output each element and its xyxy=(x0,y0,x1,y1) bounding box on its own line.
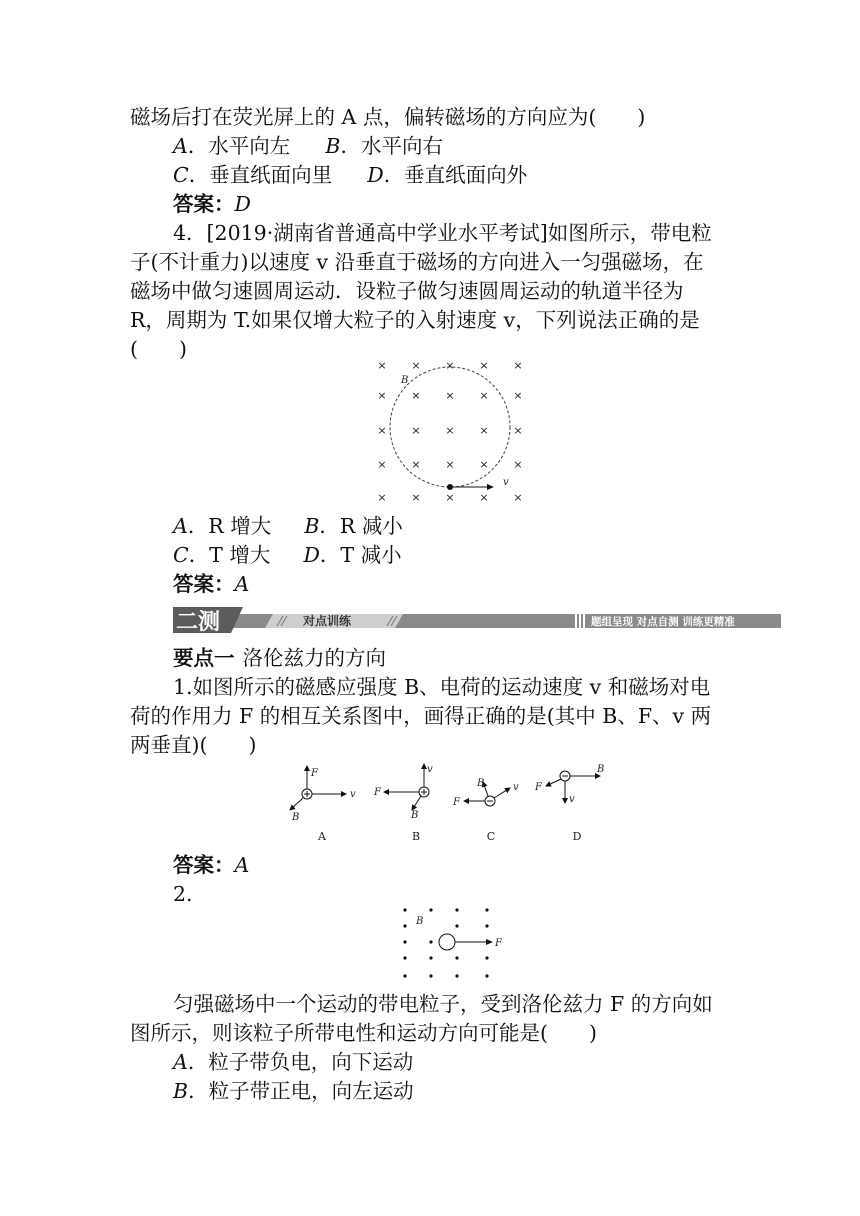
option-text: ．R 减小 xyxy=(319,514,403,538)
option-letter: C xyxy=(173,543,189,567)
svg-text:×: × xyxy=(445,389,455,402)
svg-text:×: × xyxy=(377,491,387,504)
svg-text:×: × xyxy=(513,458,523,471)
svg-text:×: × xyxy=(479,458,489,471)
svg-text:×: × xyxy=(479,389,489,402)
question-text-line: ( ) xyxy=(130,337,187,361)
option-text: ．T 减小 xyxy=(319,543,402,567)
velocity-label-v: v xyxy=(503,477,509,488)
svg-text:×: × xyxy=(445,359,455,372)
answer-value: D xyxy=(234,192,251,216)
svg-text:×: × xyxy=(513,491,523,504)
section-heading-text: 洛伦兹力的方向 xyxy=(242,646,386,670)
question-text-line: 图所示，则该粒子所带电性和运动方向可能是( ) xyxy=(130,1021,597,1045)
circular-motion-figure xyxy=(370,355,530,505)
figure-caption: D xyxy=(572,830,582,843)
label-f: F xyxy=(374,787,381,798)
force-label-f: F xyxy=(495,938,502,949)
svg-text:×: × xyxy=(377,458,387,471)
question-text-line: 4．[2019·湖南省普通高中学业水平考试]如图所示，带电粒 xyxy=(173,221,712,245)
lorentz-force-figure xyxy=(395,902,515,984)
svg-text:×: × xyxy=(377,424,387,437)
label-b: B xyxy=(477,778,485,789)
answer-value: A xyxy=(234,572,250,596)
label-f: F xyxy=(311,768,318,779)
question-text-line: R，周期为 T.如果仅增大粒子的入射速度 v，下列说法正确的是 xyxy=(130,308,700,332)
option-letter: A xyxy=(173,514,188,538)
banner-subtitle: 对点训练 xyxy=(303,614,352,628)
question-number: 2. xyxy=(173,882,193,906)
answer-line xyxy=(173,851,249,879)
question-text-line: 磁场后打在荧光屏上的 A 点，偏转磁场的方向应为( ) xyxy=(130,105,646,129)
label-v: v xyxy=(569,794,575,805)
figure-caption: C xyxy=(486,830,496,843)
option-text: ．垂直纸面向外 xyxy=(383,163,528,187)
svg-text:×: × xyxy=(445,458,455,471)
field-label-b: B xyxy=(401,375,409,386)
figure-caption: A xyxy=(318,830,326,843)
answer-line xyxy=(173,190,251,218)
svg-text:×: × xyxy=(513,389,523,402)
option-letter: D xyxy=(303,543,320,567)
svg-text:×: × xyxy=(479,491,489,504)
option-letter: A xyxy=(173,134,188,158)
option-row xyxy=(173,1077,414,1105)
force-diagrams-figure xyxy=(280,758,610,848)
answer-label: 答案： xyxy=(173,572,235,596)
question-text-line: 荷的作用力 F 的相互关系图中，画得正确的是(其中 B、F、v 两 xyxy=(130,704,712,728)
svg-text:×: × xyxy=(411,491,421,504)
option-letter: C xyxy=(173,163,189,187)
option-row xyxy=(173,512,403,540)
label-f: F xyxy=(453,797,460,808)
label-b: B xyxy=(292,812,300,823)
question-text-line: 磁场中做匀速圆周运动．设粒子做匀速圆周运动的轨道半径为 xyxy=(130,279,684,303)
svg-text:×: × xyxy=(411,359,421,372)
svg-text:×: × xyxy=(411,458,421,471)
label-b: B xyxy=(411,810,419,821)
question-text-line: 两垂直)( ) xyxy=(130,733,257,757)
option-letter: A xyxy=(173,1050,188,1074)
label-v: v xyxy=(513,782,519,793)
field-label-b: B xyxy=(416,916,424,927)
svg-text:×: × xyxy=(377,359,387,372)
option-letter: B xyxy=(304,514,320,538)
section-heading xyxy=(173,644,386,672)
option-letter: B xyxy=(325,134,341,158)
option-text: ．垂直纸面向里 xyxy=(188,163,333,187)
svg-text:×: × xyxy=(377,389,387,402)
svg-text:×: × xyxy=(411,424,421,437)
figure-caption: B xyxy=(411,830,421,843)
section-heading-label: 要点一 xyxy=(173,646,235,670)
option-text: ．水平向右 xyxy=(340,134,443,158)
question-text-line: 匀强磁场中一个运动的带电粒子，受到洛伦兹力 F 的方向如 xyxy=(173,992,713,1016)
option-row xyxy=(173,161,527,189)
svg-text:×: × xyxy=(513,359,523,372)
answer-line xyxy=(173,570,249,598)
option-letter: B xyxy=(173,1079,189,1103)
option-row xyxy=(173,1048,413,1076)
answer-value: A xyxy=(234,853,250,877)
question-text-line: 1.如图所示的磁感应强度 B、电荷的运动速度 v 和磁场对电 xyxy=(173,675,711,699)
svg-text:×: × xyxy=(411,389,421,402)
option-text: ．粒子带正电，向左运动 xyxy=(188,1079,414,1103)
answer-label: 答案： xyxy=(173,853,235,877)
option-row xyxy=(173,132,443,160)
option-text: ．粒子带负电，向下运动 xyxy=(187,1050,414,1074)
answer-label: 答案： xyxy=(173,192,235,216)
label-f: F xyxy=(535,782,542,793)
option-text: ．R 增大 xyxy=(187,514,272,538)
svg-text:×: × xyxy=(445,424,455,437)
svg-text:×: × xyxy=(513,424,523,437)
option-text: ．水平向左 xyxy=(187,134,291,158)
option-letter: D xyxy=(367,163,384,187)
label-v: v xyxy=(350,789,356,800)
option-text: ．T 增大 xyxy=(188,543,271,567)
label-v: v xyxy=(427,764,433,775)
label-b: B xyxy=(597,764,605,775)
svg-text:×: × xyxy=(479,359,489,372)
svg-text:×: × xyxy=(479,424,489,437)
section-banner xyxy=(173,605,781,635)
question-text-line: 子(不计重力)以速度 v 沿垂直于磁场的方向进入一匀强磁场，在 xyxy=(130,250,704,274)
banner-title: 二测 xyxy=(176,610,221,635)
banner-slogan: 题组呈现 对点自测 训练更精准 xyxy=(591,616,735,628)
svg-text:×: × xyxy=(445,491,455,504)
option-row xyxy=(173,541,402,569)
